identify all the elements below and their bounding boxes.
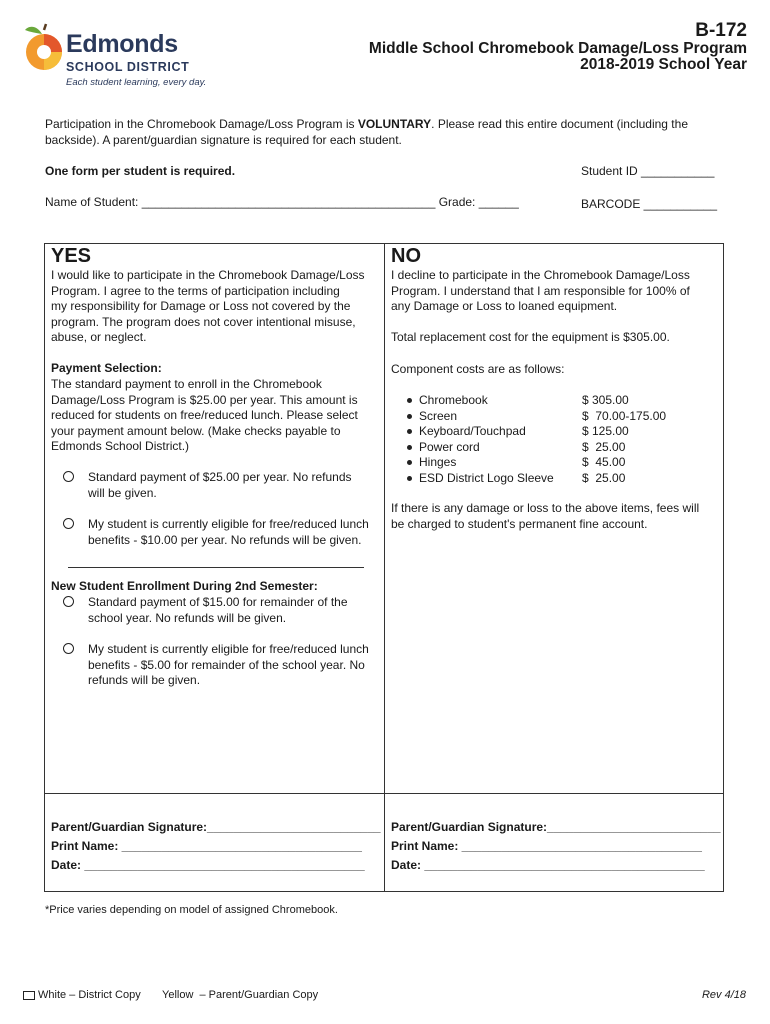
reduced-payment-option: My student is currently eligible for free/reduced lunch benefits - $10.00 per year. No refunds will be given. [88, 517, 369, 547]
intro-before: Participation in the Chromebook Damage/Loss Program is [45, 117, 358, 131]
payment-text: The standard payment to enroll in the Chromebook Damage/Loss Program is $25.00 per year. This amount is reduced for students on free/reduced lunch. Please select your payment amount below. (Make checks payable to Edmonds School District.) [51, 377, 358, 453]
envelope-icon [23, 991, 35, 1000]
intro-after: . Please read this entire document (including the backside). A parent/guardian signature is required for each student. [45, 117, 688, 147]
intro-voluntary: VOLUNTARY [357, 117, 432, 131]
yes-terms: I would like to participate in the Chromebook Damage/Loss Program. I agree to the terms of participation including my responsibility for Damage or Loss not covered by the program. The program does not cover intentional misuse, abuse, or neglect. [51, 268, 365, 344]
one-form-note: One form per student is required. [45, 164, 236, 178]
revision-label: Rev 4/18 [701, 989, 746, 1001]
logo-tagline: Each student learning, every day. [66, 77, 207, 88]
form-number: B-172 [695, 20, 747, 41]
yes-heading: YES [51, 245, 92, 267]
component-list [407, 393, 717, 486]
no-terms: I decline to participate in the Chromebook Damage/Loss Program. I understand that I am responsible for 100% of any Damage or Loss to loaned equipment. [391, 268, 690, 313]
list-item: Chromebook $ 305.00 [407, 393, 717, 409]
logo-sub: SCHOOL DISTRICT [66, 60, 190, 74]
yellow-copy-label: Yellow – Parent/Guardian Copy [162, 989, 319, 1001]
list-item: Keyboard/Touchpad $ 125.00 [407, 424, 717, 440]
standard-payment-radio[interactable] [63, 471, 74, 482]
semester-reduced-option: My student is currently eligible for free/reduced lunch benefits - $5.00 for remainder of the school year. No refunds will be given. [88, 642, 369, 687]
right-date-line[interactable]: Date: __________________________________________ [391, 858, 705, 872]
barcode-field[interactable]: BARCODE ___________ [581, 197, 718, 211]
semester-reduced-radio[interactable] [63, 643, 74, 654]
new-enrollment-heading: New Student Enrollment During 2nd Semester: [51, 579, 318, 593]
intro-paragraph [45, 116, 725, 148]
damage-note: If there is any damage or loss to the above items, fees will be charged to student's permanent fine account. [391, 501, 700, 531]
signature-divider [44, 793, 724, 794]
list-item: Power cord $ 25.00 [407, 440, 717, 456]
payment-selection-heading: Payment Selection: [51, 361, 162, 375]
reduced-payment-radio[interactable] [63, 518, 74, 529]
replacement-cost: Total replacement cost for the equipment is $305.00. [391, 330, 670, 344]
component-heading: Component costs are as follows: [391, 362, 565, 376]
enrollment-separator [68, 567, 364, 568]
list-item: Hinges $ 45.00 [407, 455, 717, 471]
no-heading: NO [391, 245, 421, 267]
student-id-field[interactable]: Student ID ___________ [581, 164, 715, 178]
right-signature-line[interactable]: Parent/Guardian Signature:__________________________ [391, 820, 721, 834]
right-print-name-line[interactable]: Print Name: ____________________________________ [391, 839, 702, 853]
left-signature-line[interactable]: Parent/Guardian Signature:__________________________ [51, 820, 381, 834]
left-date-line[interactable]: Date: __________________________________________ [51, 858, 365, 872]
school-year: 2018-2019 School Year [580, 56, 747, 73]
semester-standard-option: Standard payment of $15.00 for remainder of the school year. No refunds will be given. [88, 595, 348, 625]
semester-standard-radio[interactable] [63, 596, 74, 607]
column-divider [384, 243, 385, 892]
list-item: Screen $ 70.00-175.00 [407, 409, 717, 425]
price-footnote: *Price varies depending on model of assigned Chromebook. [45, 904, 338, 916]
page-title: Middle School Chromebook Damage/Loss Program [368, 40, 747, 57]
white-copy-label: White – District Copy [38, 989, 141, 1001]
student-name-grade-field[interactable]: Name of Student: ____________________________________________ Grade: ______ [45, 195, 519, 209]
standard-payment-option: Standard payment of $25.00 per year. No refunds will be given. [88, 470, 352, 500]
list-item: ESD District Logo Sleeve $ 25.00 [407, 471, 717, 487]
left-print-name-line[interactable]: Print Name: ____________________________________ [51, 839, 362, 853]
logo-name: Edmonds [66, 30, 178, 58]
